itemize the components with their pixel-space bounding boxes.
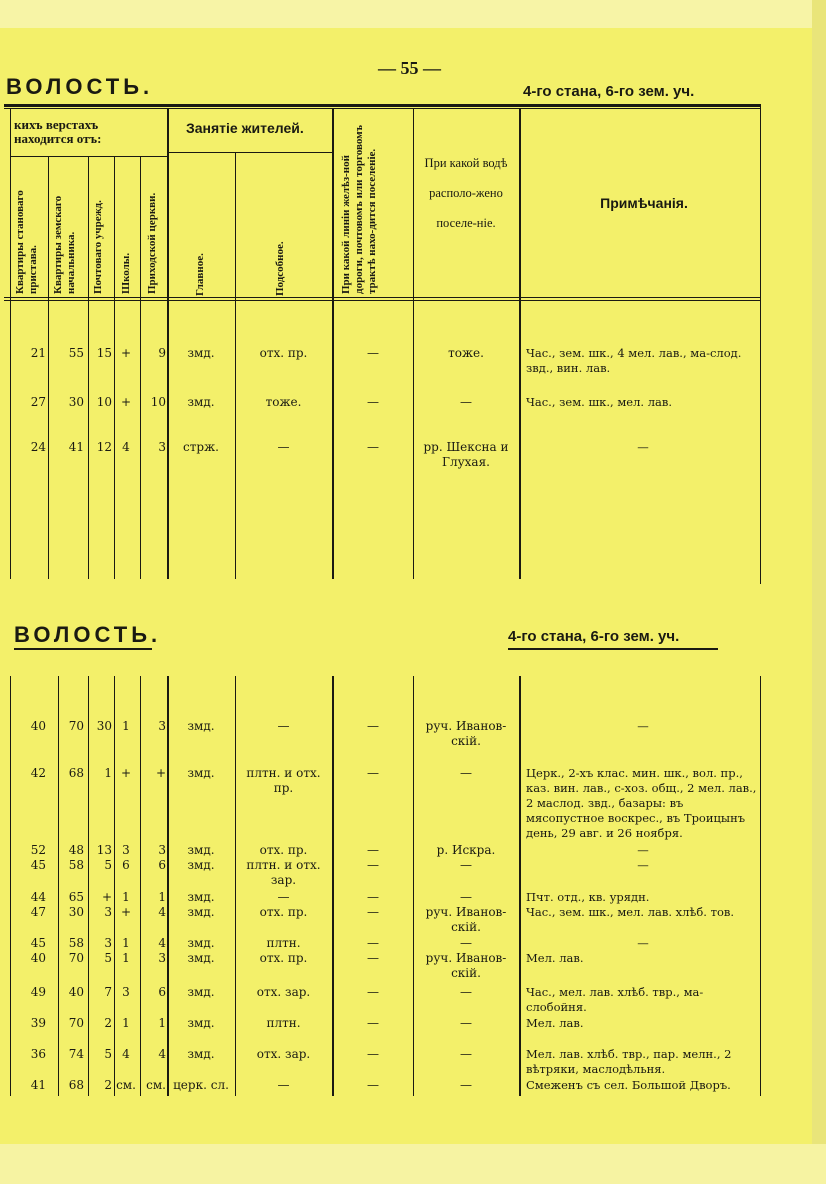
cell-aux: — <box>277 890 290 904</box>
cell-water: — <box>460 766 472 780</box>
cell-c1: 45 <box>30 858 46 872</box>
cell-c1: 21 <box>30 346 46 360</box>
cell-aux: — <box>277 719 290 733</box>
cell-c3: 10 <box>96 395 112 409</box>
cell-c4: 6 <box>122 858 130 872</box>
cell-c3: 3 <box>104 905 112 919</box>
cell-c2: 41 <box>68 440 84 454</box>
cell-rail: — <box>367 858 379 872</box>
cell-water: — <box>460 936 472 950</box>
cell-c5: 3 <box>158 951 166 965</box>
cell-main: змд. <box>187 890 215 904</box>
cell-c5: 6 <box>158 858 166 872</box>
cell-rail: — <box>367 843 379 857</box>
cell-note: Смеженъ съ сел. Большой Дворъ. <box>526 1078 731 1092</box>
cell-c5: см. <box>146 1078 166 1092</box>
cell-c1: 36 <box>30 1047 46 1061</box>
section2-title-rule <box>14 648 152 650</box>
cell-c5: 9 <box>158 346 166 360</box>
cell-c5: 3 <box>158 719 166 733</box>
cell-note: Мел. лав. <box>526 1016 584 1030</box>
cell-c3: 3 <box>104 936 112 950</box>
cell-note: — <box>637 719 649 733</box>
cell-rail: — <box>367 905 379 919</box>
cell-note: — <box>637 858 649 872</box>
cell-c4: + <box>120 395 132 409</box>
cell-water: руч. Иванов-скій. <box>425 719 507 748</box>
section1-stan: 4-го стана, 6-го зем. уч. <box>523 83 695 100</box>
cell-water: — <box>460 1016 472 1030</box>
cell-c5: 4 <box>158 905 166 919</box>
cell-main: церк. сл. <box>173 1078 229 1092</box>
cell-c2: 58 <box>68 858 84 872</box>
cell-c1: 40 <box>30 951 46 965</box>
cell-c2: 68 <box>68 766 84 780</box>
page-number: — 55 — <box>378 58 441 78</box>
cell-main: змд. <box>187 1047 215 1061</box>
cell-c1: 40 <box>30 719 46 733</box>
cell-c4: 1 <box>122 719 130 733</box>
cell-water: тоже. <box>448 346 484 360</box>
cell-aux: отх. пр. <box>259 951 308 965</box>
cell-c2: 70 <box>68 719 84 733</box>
cell-aux: тоже. <box>265 395 302 409</box>
cell-aux: плтн. <box>266 936 301 950</box>
cell-c5: + <box>155 766 166 780</box>
cell-c1: 47 <box>30 905 46 919</box>
cell-c3: 5 <box>104 951 112 965</box>
cell-water: — <box>460 1078 472 1092</box>
cell-aux: отх. зар. <box>256 985 311 999</box>
cell-note: Мел. лав. хлѣб. твр., пар. мелн., 2 вѣтряки, маслодѣльня. <box>526 1047 732 1076</box>
header-col-railway: При какой линіи желѣз-ной дороги, почтовомъ или торговомъ трактѣ нахо-дится поселеніе. <box>340 124 378 294</box>
header-distance-group: кихъ верстахъ находится отъ: <box>14 117 102 146</box>
cell-c4: 4 <box>122 1047 130 1061</box>
cell-main: змд. <box>187 1016 215 1030</box>
cell-note: Церк., 2-хъ клас. мин. шк., вол. пр., каз. вин. лав., с-хоз. общ., 2 мел. лав., 2 маслод. звд., базары: въ мясопустное воскрес., въ Троицынъ день, 29 авг. и 26 ноября. <box>526 766 757 840</box>
cell-rail: — <box>367 985 379 999</box>
cell-c2: 74 <box>68 1047 84 1061</box>
cell-c5: 4 <box>158 1047 166 1061</box>
cell-water: руч. Иванов-скій. <box>425 951 507 980</box>
cell-rail: — <box>367 951 379 965</box>
cell-c5: 1 <box>158 1016 166 1030</box>
cell-c1: 52 <box>30 843 46 857</box>
cell-c3: 12 <box>96 440 112 454</box>
cell-c1: 27 <box>30 395 46 409</box>
cell-c1: 39 <box>30 1016 46 1030</box>
paper-edge-top <box>0 0 826 28</box>
header-col-aux: Подсобное. <box>274 241 286 296</box>
cell-c4: 1 <box>122 951 130 965</box>
cell-aux: плтн. <box>266 1016 301 1030</box>
cell-main: змд. <box>187 905 215 919</box>
cell-main: змд. <box>187 346 215 360</box>
cell-note: Час., зем. шк., мел. лав. <box>526 395 672 409</box>
cell-main: змд. <box>187 985 215 999</box>
cell-note: Час., зем. шк., мел. лав. хлѣб. тов. <box>526 905 735 919</box>
cell-aux: — <box>277 1078 290 1092</box>
cell-rail: — <box>367 440 379 454</box>
header-col-stanovoy: Квартиры становаго пристава. <box>14 190 39 294</box>
cell-c2: 40 <box>68 985 84 999</box>
cell-water: руч. Иванов-скій. <box>425 905 507 934</box>
top-rule-thin <box>4 108 760 109</box>
cell-water: — <box>460 858 472 872</box>
cell-c1: 42 <box>30 766 46 780</box>
cell-water: — <box>460 890 472 904</box>
cell-c3: + <box>101 890 112 904</box>
cell-c4: 1 <box>122 890 130 904</box>
cell-main: змд. <box>187 936 215 950</box>
cell-main: змд. <box>187 719 215 733</box>
cell-c3: 1 <box>104 766 112 780</box>
cell-c5: 6 <box>158 985 166 999</box>
cell-c5: 10 <box>150 395 166 409</box>
header-col-school: Школы. <box>120 252 132 294</box>
top-rule <box>4 104 760 107</box>
cell-aux: плтн. и отх. пр. <box>246 766 321 795</box>
cell-rail: — <box>367 395 379 409</box>
cell-c2: 70 <box>68 951 84 965</box>
cell-c1: 44 <box>30 890 46 904</box>
cell-c2: 30 <box>68 905 84 919</box>
cell-main: стрж. <box>183 440 219 454</box>
cell-water: р. Искра. <box>436 843 496 857</box>
header-occupation-group: Занятіе жителей. <box>186 120 304 136</box>
cell-c3: 2 <box>104 1016 112 1030</box>
cell-aux: отх. пр. <box>259 843 308 857</box>
cell-aux: отх. пр. <box>259 905 308 919</box>
cell-rail: — <box>367 1016 379 1030</box>
cell-water: — <box>460 395 472 409</box>
cell-rail: — <box>367 1047 379 1061</box>
cell-main: змд. <box>187 843 215 857</box>
cell-aux: отх. пр. <box>259 346 308 360</box>
cell-c5: 1 <box>158 890 166 904</box>
cell-c4: 1 <box>122 936 130 950</box>
cell-main: змд. <box>187 951 215 965</box>
cell-c3: 5 <box>104 858 112 872</box>
cell-c3: 5 <box>104 1047 112 1061</box>
header-col-church: Приходской церкви. <box>146 192 158 294</box>
cell-rail: — <box>367 766 379 780</box>
cell-c5: 3 <box>158 843 166 857</box>
paper-edge-bottom <box>0 1144 826 1184</box>
cell-rail: — <box>367 719 379 733</box>
cell-note: Пчт. отд., кв. урядн. <box>526 890 650 904</box>
cell-rail: — <box>367 1078 379 1092</box>
cell-note: Час., зем. шк., 4 мел. лав., ма-слод. звд., вин. лав. <box>526 346 742 375</box>
cell-c4: + <box>120 346 132 360</box>
cell-c4: 3 <box>122 985 130 999</box>
cell-aux: плтн. и отх. зар. <box>246 858 321 887</box>
cell-c1: 41 <box>30 1078 46 1092</box>
cell-c3: 13 <box>96 843 112 857</box>
cell-c1: 49 <box>30 985 46 999</box>
cell-c4: 3 <box>122 843 130 857</box>
cell-rail: — <box>367 346 379 360</box>
section2-title: ВОЛОСТЬ. <box>14 622 162 647</box>
section1-title: ВОЛОСТЬ. <box>6 74 154 99</box>
paper-edge-right <box>812 0 826 1184</box>
cell-c3: 2 <box>104 1078 112 1092</box>
header-occ-rule <box>168 152 332 153</box>
cell-note: — <box>637 936 649 950</box>
cell-c5: 3 <box>158 440 166 454</box>
cell-note: Час., мел. лав. хлѣб. твр., ма-слобойня. <box>526 985 704 1014</box>
header-bottom-rule <box>4 297 760 298</box>
cell-c2: 55 <box>68 346 84 360</box>
cell-c1: 45 <box>30 936 46 950</box>
cell-c3: 30 <box>96 719 112 733</box>
cell-c2: 68 <box>68 1078 84 1092</box>
cell-rail: — <box>367 936 379 950</box>
cell-c2: 30 <box>68 395 84 409</box>
cell-c5: 4 <box>158 936 166 950</box>
section2-stan: 4-го стана, 6-го зем. уч. <box>508 628 680 645</box>
header-col-notes: Примѣчанія. <box>600 195 688 211</box>
cell-c4: 1 <box>122 1016 130 1030</box>
cell-water: — <box>460 985 472 999</box>
header-col-water: При какой водѣ располо-жено поселе-ніе. <box>424 156 508 230</box>
cell-water: — <box>460 1047 472 1061</box>
cell-c2: 58 <box>68 936 84 950</box>
cell-c4: + <box>120 766 132 780</box>
cell-main: змд. <box>187 395 215 409</box>
cell-c3: 15 <box>96 346 112 360</box>
cell-c2: 70 <box>68 1016 84 1030</box>
header-bottom-rule-2 <box>4 300 760 301</box>
cell-c1: 24 <box>30 440 46 454</box>
header-col-zemsky: Квартиры земскаго начальника. <box>52 195 77 294</box>
cell-rail: — <box>367 890 379 904</box>
cell-c3: 7 <box>104 985 112 999</box>
cell-note: Мел. лав. <box>526 951 584 965</box>
cell-c2: 48 <box>68 843 84 857</box>
cell-c4: + <box>120 905 132 919</box>
cell-c2: 65 <box>68 890 84 904</box>
cell-water: рр. Шексна и Глухая. <box>423 440 509 469</box>
cell-aux: отх. зар. <box>256 1047 311 1061</box>
cell-note: — <box>637 440 649 454</box>
header-col-main: Главное. <box>194 253 206 296</box>
header-col-post: Почтоваго учрежд. <box>92 200 104 294</box>
cell-aux: — <box>277 440 290 454</box>
cell-main: змд. <box>187 858 215 872</box>
cell-c4: 4 <box>122 440 130 454</box>
cell-note: — <box>637 843 649 857</box>
section2-stan-rule <box>508 648 718 650</box>
cell-main: змд. <box>187 766 215 780</box>
cell-c4: см. <box>116 1078 136 1092</box>
